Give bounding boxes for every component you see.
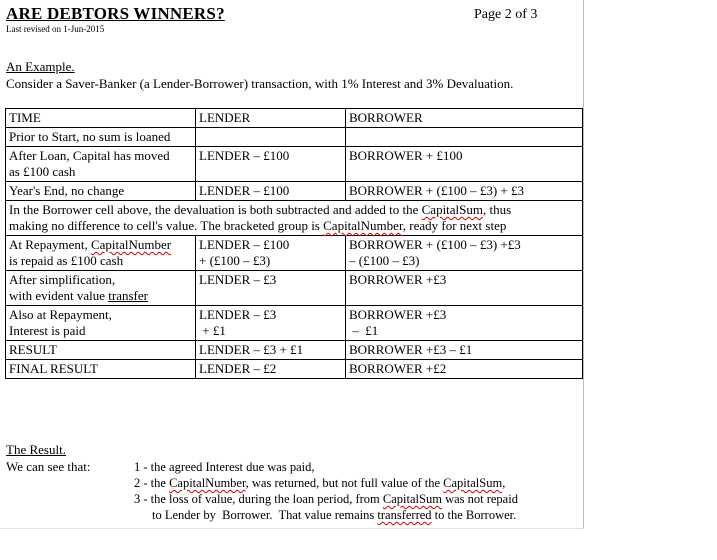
note-text: making no difference to cell's value. The bracketed group is (9, 218, 324, 233)
borrower-cell: BORROWER +£2 (346, 360, 583, 379)
result-points (134, 459, 518, 523)
capital-number-term: CapitalNumber (323, 218, 403, 233)
time-line: At Repayment, (9, 237, 91, 252)
lender-line: LENDER – £100 (199, 237, 290, 252)
borrower-cell: BORROWER +£3 – £1 (346, 341, 583, 360)
borrower-cell: BORROWER +£3 (346, 271, 583, 306)
result-lead: We can see that: (6, 459, 91, 474)
time-cell: FINAL RESULT (6, 360, 196, 379)
lender-line: LENDER – £3 (199, 307, 277, 322)
lender-cell: LENDER – £100 (196, 182, 346, 201)
lender-line: + £1 (199, 323, 226, 338)
revision-date: Last revised on 1-Jun-2015 (6, 24, 105, 34)
ledger-table (5, 108, 583, 379)
lender-cell (196, 236, 346, 271)
time-line: as £100 cash (9, 164, 76, 179)
lender-cell: LENDER – £3 (196, 271, 346, 306)
lender-line: + (£100 – £3) (199, 253, 271, 268)
transfer-term: transfer (108, 288, 148, 303)
table-row (6, 341, 583, 360)
table-row (6, 147, 583, 182)
borrower-cell (346, 236, 583, 271)
table-row (6, 306, 583, 341)
borrower-cell (346, 128, 583, 147)
header-time: TIME (6, 109, 196, 128)
capital-number-term: CapitalNumber (90, 237, 172, 252)
time-cell: Year's End, no change (6, 182, 196, 201)
lender-cell: LENDER – £100 (196, 147, 346, 182)
borrower-cell: BORROWER + (£100 – £3) + £3 (346, 182, 583, 201)
borrower-line: – (£100 – £3) (349, 253, 420, 268)
note-cell (6, 201, 583, 236)
header-lender: LENDER (196, 109, 346, 128)
capital-sum-term: CapitalSum (382, 492, 442, 506)
note-text: , thus (483, 202, 512, 217)
result-point-3-continued (134, 507, 518, 523)
point-text: , was returned, but not full value of the (245, 476, 444, 490)
time-cell (6, 271, 196, 306)
table-row (6, 128, 583, 147)
header-borrower: BORROWER (346, 109, 583, 128)
capital-sum-term: CapitalSum (443, 476, 503, 490)
table-row (6, 271, 583, 306)
point-text: 3 - the loss of value, during the loan period, from (134, 492, 383, 506)
borrower-cell (346, 306, 583, 341)
point-text: 2 - the (134, 476, 170, 490)
table-row (6, 182, 583, 201)
capital-sum-term: CapitalSum (421, 202, 484, 217)
time-cell (6, 306, 196, 341)
time-line: Also at Repayment, (9, 307, 112, 322)
time-line: is repaid as £100 cash (9, 253, 124, 268)
capital-number-term: CapitalNumber (169, 476, 246, 490)
lender-cell (196, 128, 346, 147)
time-line: After simplification, (9, 272, 116, 287)
lender-cell: LENDER – £2 (196, 360, 346, 379)
table-header-row (6, 109, 583, 128)
table-row (6, 236, 583, 271)
example-heading: An Example. (6, 59, 75, 74)
time-cell (6, 147, 196, 182)
result-point-2 (134, 475, 518, 491)
borrower-line: BORROWER + (£100 – £3) +£3 (349, 237, 521, 252)
borrower-cell: BORROWER + £100 (346, 147, 583, 182)
page-number: Page 2 of 3 (474, 7, 538, 22)
result-point-3 (134, 491, 518, 507)
note-text: , ready for next step (402, 218, 507, 233)
table-note-row (6, 201, 583, 236)
table-row (6, 360, 583, 379)
result-point-1: 1 - the agreed Interest due was paid, (134, 460, 315, 474)
time-line: with evident value (9, 288, 109, 303)
point-text: to the Borrower. (431, 508, 517, 522)
point-text: , (502, 476, 506, 490)
time-cell (6, 236, 196, 271)
transferred-term: transferred (377, 508, 432, 522)
page-title: ARE DEBTORS WINNERS? (6, 4, 225, 23)
lender-cell (196, 306, 346, 341)
time-line: Interest is paid (9, 323, 86, 338)
point-text: was not repaid (441, 492, 518, 506)
borrower-line: BORROWER +£3 (349, 307, 447, 322)
lender-cell: LENDER – £3 + £1 (196, 341, 346, 360)
time-cell: RESULT (6, 341, 196, 360)
time-cell: Prior to Start, no sum is loaned (6, 128, 196, 147)
result-heading: The Result. (6, 442, 66, 457)
note-text: In the Borrower cell above, the devaluation is both subtracted and added to the (9, 202, 422, 217)
point-text: to Lender by Borrower. That value remains (152, 508, 378, 522)
example-description: Consider a Saver-Banker (a Lender-Borrower) transaction, with 1% Interest and 3% Devaluation. (6, 76, 514, 91)
time-line: After Loan, Capital has moved (9, 148, 170, 163)
borrower-line: – £1 (349, 323, 379, 338)
